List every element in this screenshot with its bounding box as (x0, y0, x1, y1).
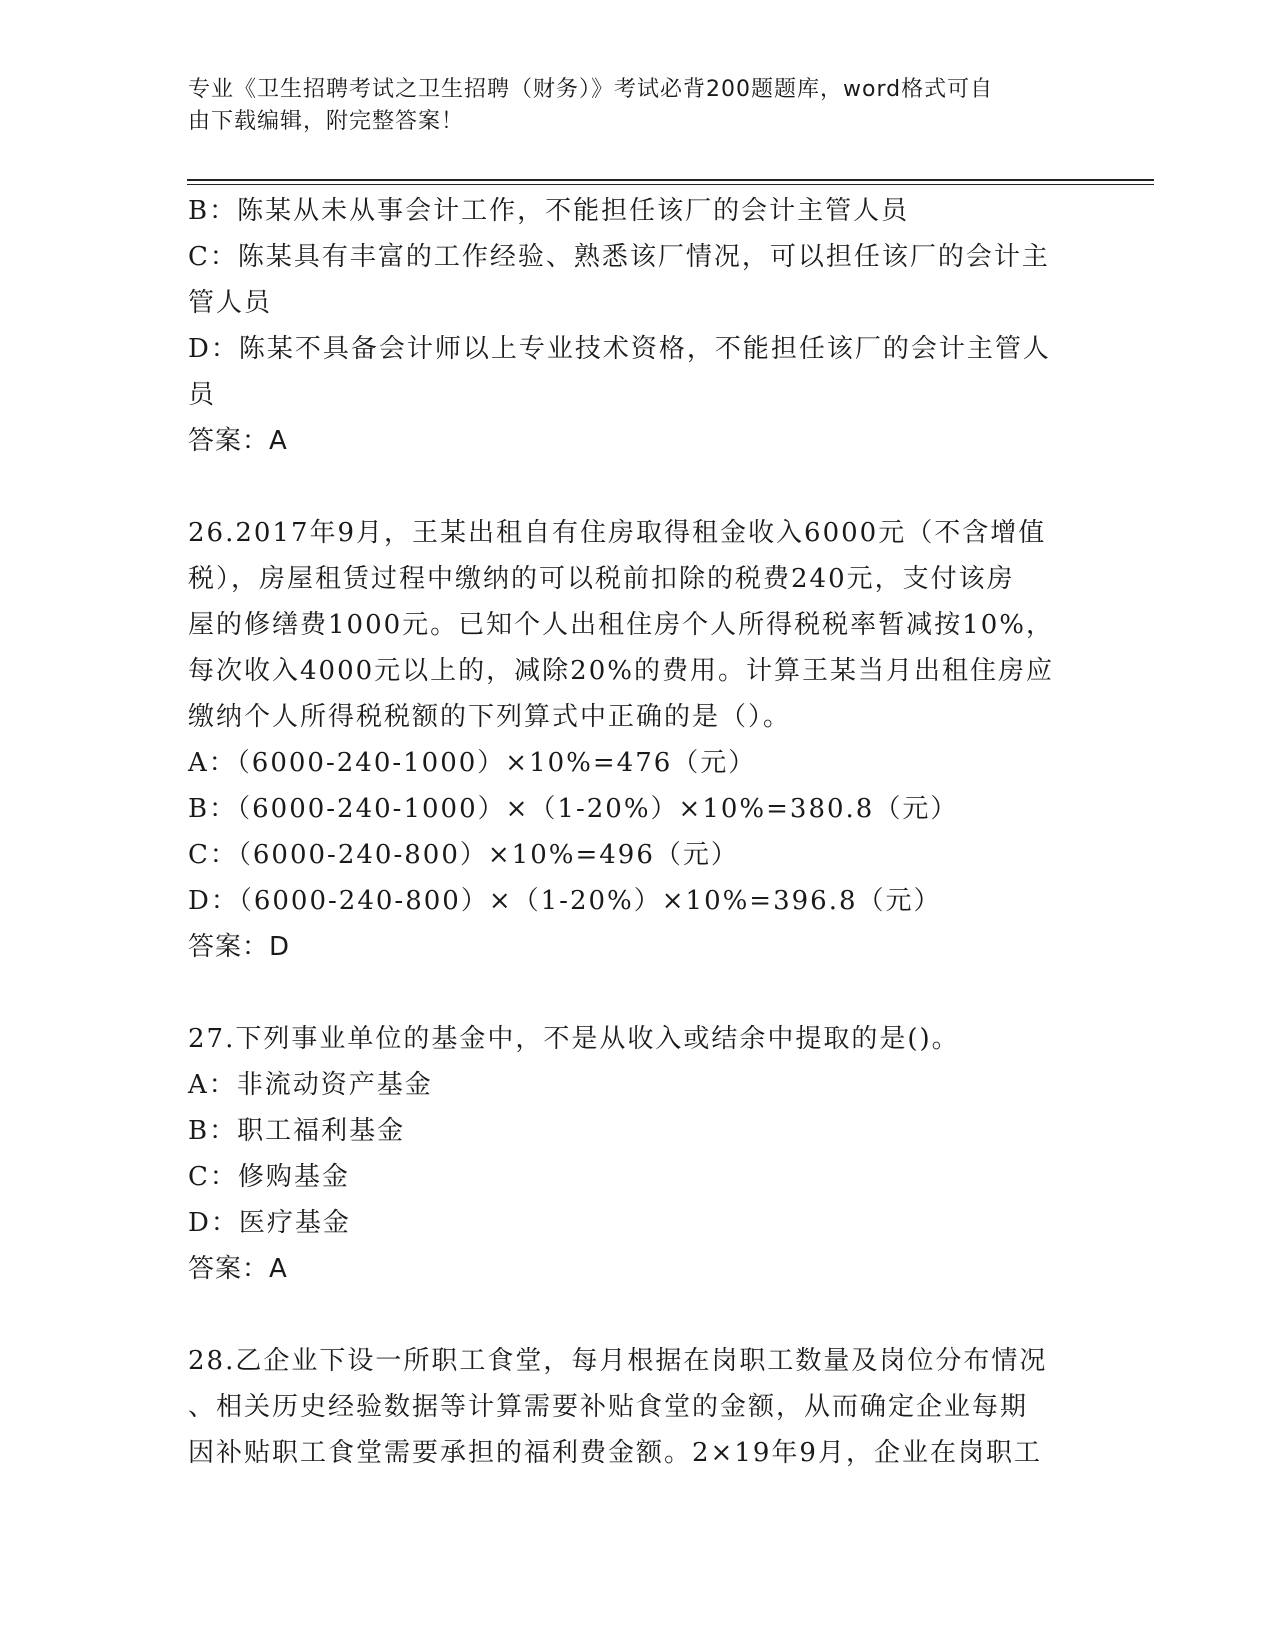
option-c: C：（6000-240-800）×10%=496（元） (188, 840, 739, 870)
question-28 (188, 1338, 1088, 1476)
option-b: B：陈某从未从事会计工作，不能担任该厂的会计主管人员 (188, 196, 910, 226)
page-header (188, 74, 1068, 138)
question-stem-cont: 屋的修缮费1000元。已知个人出租住房个人所得税税率暂减按10%， (188, 610, 1054, 640)
question-stem-cont: 因补贴职工食堂需要承担的福利费金额。2×19年9月，企业在岗职工 (188, 1438, 1042, 1468)
answer: 答案：D (188, 932, 291, 962)
option-b: B：职工福利基金 (188, 1116, 406, 1146)
header-line-1: 专业《卫生招聘考试之卫生招聘（财务）》考试必背200题题库，word格式可自 (188, 77, 994, 102)
question-stem-cont: 缴纳个人所得税税额的下列算式中正确的是（）。 (188, 702, 792, 732)
answer: 答案：A (188, 1254, 288, 1284)
option-d: D：医疗基金 (188, 1208, 351, 1238)
document-body (188, 188, 1088, 1476)
spacer (188, 1292, 1088, 1338)
header-divider-thin (187, 184, 1154, 185)
question-stem-cont: 、相关历史经验数据等计算需要补贴食堂的金额，从而确定企业每期 (188, 1392, 1029, 1422)
option-c-cont: 管人员 (188, 288, 273, 318)
option-c: C：陈某具有丰富的工作经验、熟悉该厂情况，可以担任该厂的会计主 (188, 242, 1050, 272)
question-25-tail (188, 188, 1088, 464)
header-line-2: 由下载编辑，附完整答案！ (188, 109, 465, 134)
spacer (188, 970, 1088, 1016)
question-stem-cont: 税），房屋租赁过程中缴纳的可以税前扣除的税费240元，支付该房 (188, 564, 1015, 594)
option-c: C：修购基金 (188, 1162, 350, 1192)
question-stem: 26.2017年9月，王某出租自有住房取得租金收入6000元（不含增值 (188, 518, 1047, 548)
question-26 (188, 510, 1088, 970)
option-a: A：（6000-240-1000）×10%=476（元） (188, 748, 757, 778)
question-stem-cont: 每次收入4000元以上的，减除20%的费用。计算王某当月出租住房应 (188, 656, 1054, 686)
question-stem: 27.下列事业单位的基金中，不是从收入或结余中提取的是()。 (188, 1024, 960, 1054)
option-d-cont: 员 (188, 380, 217, 410)
spacer (188, 464, 1088, 510)
question-27 (188, 1016, 1088, 1292)
header-divider (187, 179, 1154, 181)
question-stem: 28.乙企业下设一所职工食堂，每月根据在岗职工数量及岗位分布情况 (188, 1346, 1048, 1376)
option-b: B：（6000-240-1000）×（1-20%）×10%=380.8（元） (188, 794, 959, 824)
option-a: A：非流动资产基金 (188, 1070, 433, 1100)
option-d: D：陈某不具备会计师以上专业技术资格，不能担任该厂的会计主管人 (188, 334, 1051, 364)
answer: 答案：A (188, 426, 288, 456)
option-d: D：（6000-240-800）×（1-20%）×10%=396.8（元） (188, 886, 942, 916)
